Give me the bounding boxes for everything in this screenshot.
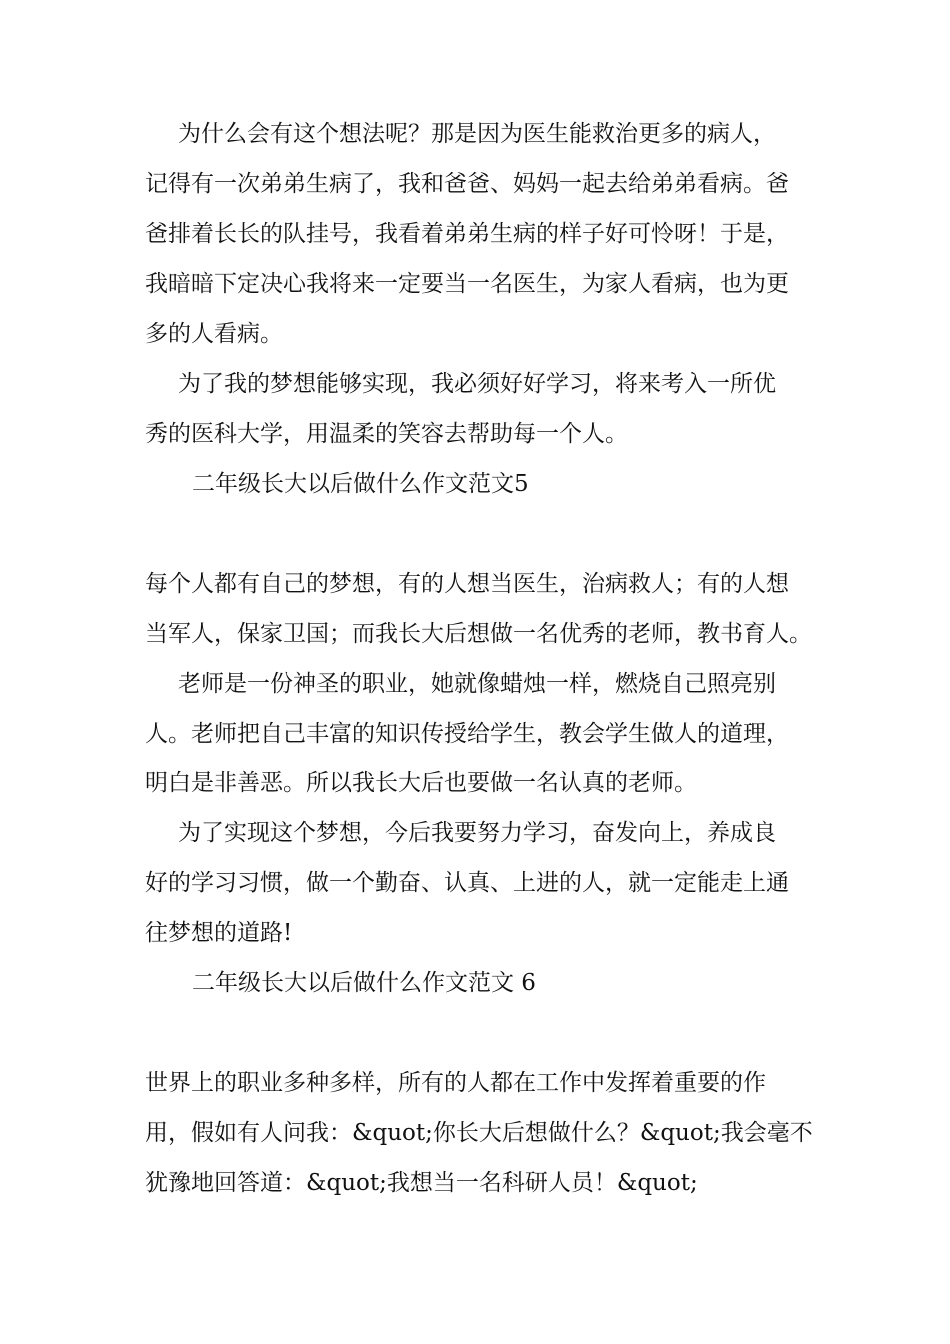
paragraph-line: 往梦想的道路! (145, 920, 293, 946)
paragraph-line: 秀的医科大学，用温柔的笑容去帮助每一个人。 (145, 421, 628, 447)
paragraph-line: 犹豫地回答道：&quot;我想当一名科研人员！&quot; (145, 1170, 698, 1196)
paragraph-line: 多的人看病。 (145, 321, 283, 347)
paragraph-line: 每个人都有自己的梦想，有的人想当医生，治病救人；有的人想 (145, 571, 789, 597)
section-heading: 二年级长大以后做什么作文范文 6 (192, 970, 536, 996)
paragraph-line: 世界上的职业多种多样，所有的人都在工作中发挥着重要的作 (145, 1070, 766, 1096)
paragraph-line: 记得有一次弟弟生病了，我和爸爸、妈妈一起去给弟弟看病。爸 (145, 171, 789, 197)
paragraph-line: 为了我的梦想能够实现，我必须好好学习，将来考入一所优 (178, 371, 776, 397)
paragraph-line: 人。老师把自己丰富的知识传授给学生，教会学生做人的道理， (145, 721, 789, 747)
paragraph-line: 爸排着长长的队挂号，我看着弟弟生病的样子好可怜呀！于是， (145, 221, 789, 247)
paragraph-line: 用，假如有人问我：&quot;你长大后想做什么？&quot;我会毫不 (145, 1120, 813, 1146)
paragraph-line: 当军人，保家卫国；而我长大后想做一名优秀的老师，教书育人。 (145, 621, 812, 647)
paragraph-line: 老师是一份神圣的职业，她就像蜡烛一样，燃烧自己照亮别 (178, 671, 776, 697)
paragraph-line: 我暗暗下定决心我将来一定要当一名医生，为家人看病，也为更 (145, 271, 789, 297)
paragraph-line: 明白是非善恶。所以我长大后也要做一名认真的老师。 (145, 770, 697, 796)
paragraph-line: 好的学习习惯，做一个勤奋、认真、上进的人，就一定能走上通 (145, 870, 789, 896)
section-heading: 二年级长大以后做什么作文范文5 (192, 471, 529, 497)
paragraph-line: 为什么会有这个想法呢？那是因为医生能救治更多的病人， (178, 121, 776, 147)
paragraph-line: 为了实现这个梦想，今后我要努力学习，奋发向上，养成良 (178, 820, 776, 846)
